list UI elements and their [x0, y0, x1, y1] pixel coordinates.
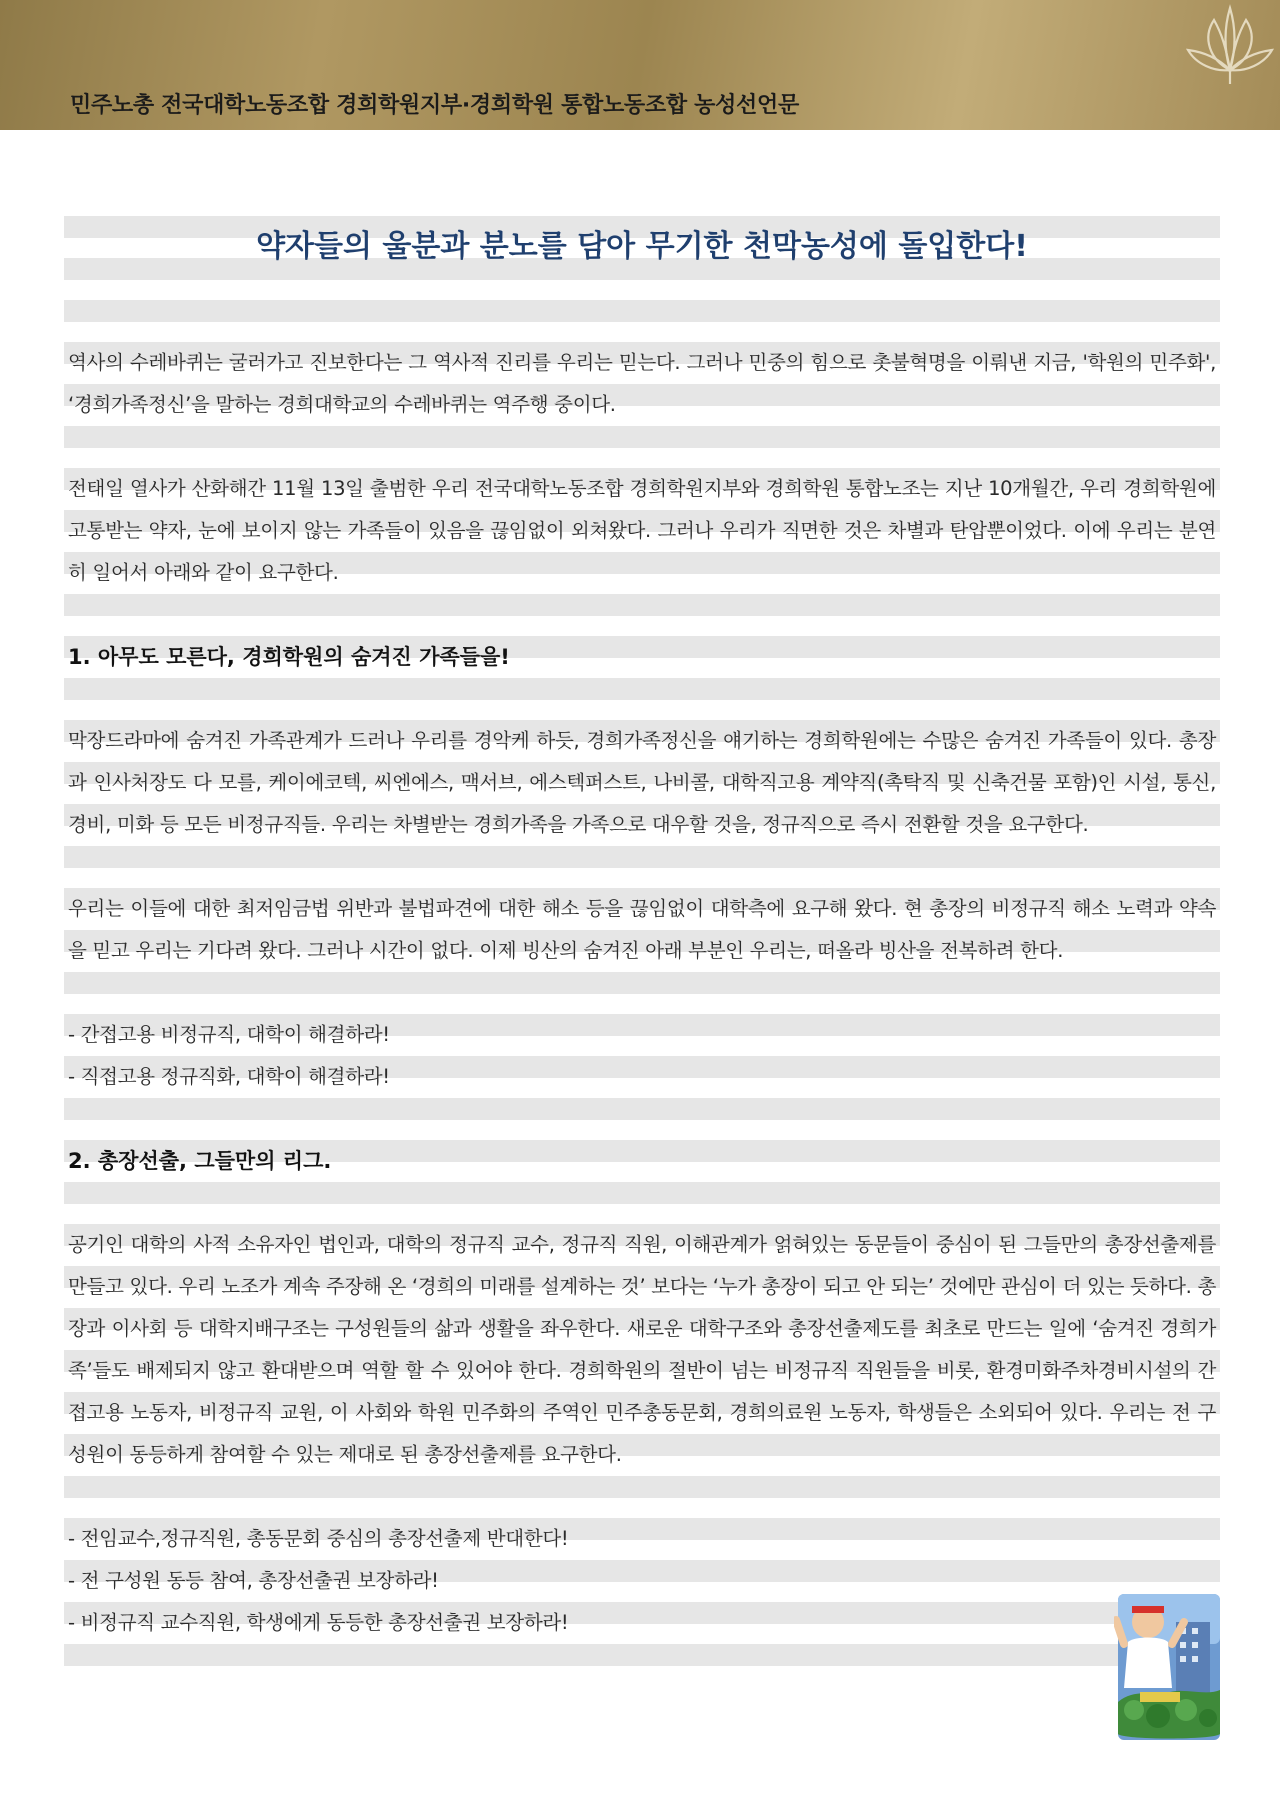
section-2-slogan-1: - 전임교수,정규직원, 총동문회 중심의 총장선출제 반대한다! [68, 1527, 569, 1550]
protest-poster-illustration [1114, 1592, 1224, 1742]
document-body [64, 216, 1220, 1686]
section-1-slogan-2: - 직접고용 정규직화, 대학이 해결하라! [68, 1065, 390, 1088]
section-1-paragraph-2: 우리는 이들에 대한 최저임금법 위반과 불법파견에 대한 해소 등을 끊임없이 대학측에 요구해 왔다. 현 총장의 비정규직 해소 노력과 약속을 믿고 우리는 기다려 왔다. 그러나 시간이 없다. 이제 빙산의 숨겨진 아래 부분인 우리는, 떠올라 빙산을 전복하려 한다. [68, 897, 1216, 962]
document-title: 약자들의 울분과 분노를 담아 무기한 천막농성에 돌입한다! [256, 229, 1028, 264]
section-1-heading: 1. 아무도 모른다, 경희학원의 숨겨진 가족들을! [68, 645, 510, 669]
section-2-slogan-2: - 전 구성원 동등 참여, 총장선출권 보장하라! [68, 1569, 439, 1592]
section-2-heading: 2. 총장선출, 그들만의 리그. [68, 1149, 332, 1173]
section-2-paragraph-1: 공기인 대학의 사적 소유자인 법인과, 대학의 정규직 교수, 정규직 직원, 이해관계가 얽혀있는 동문들이 중심이 된 그들만의 총장선출제를 만들고 있다. 우리 노조가 계속 주장해 온 ‘경희의 미래를 설계하는 것’ 보다는 ‘누가 총장이 되고 안 되는’ 것에만 관심이 더 있는 듯하다. 총장과 이사회 등 대학지배구조는 구성원들의 삶과 생활을 좌우한다. 새로운 대학구조와 총장선출제도를 최초로 만드는 일에 ‘숨겨진 경희가족’들도 배제되지 않고 환대받으며 역할 할 수 있어야 한다. 경희학원의 절반이 넘는 비정규직 직원들을 비롯, 환경미화주차경비시설의 간접고용 노동자, 비정규직 교원, 이 사회와 학원 민주화의 주역인 민주총동문회, 경희의료원 노동자, 학생들은 소외되어 있다. 우리는 전 구성원이 동등하게 참여할 수 있는 제대로 된 총장선출제를 요구한다. [68, 1233, 1216, 1466]
section-1-paragraph-1: 막장드라마에 숨겨진 가족관계가 드러나 우리를 경악케 하듯, 경희가족정신을 얘기하는 경희학원에는 수많은 숨겨진 가족들이 있다. 총장과 인사처장도 다 모를, 케이에코텍, 씨엔에스, 맥서브, 에스텍퍼스트, 나비콜, 대학직고용 계약직(촉탁직 및 신축건물 포함)인 시설, 통신, 경비, 미화 등 모든 비정규직들. 우리는 차별받는 경희가족을 가족으로 대우할 것을, 정규직으로 즉시 전환할 것을 요구한다. [68, 729, 1216, 836]
section-1-slogan-1: - 간접고용 비정규직, 대학이 해결하라! [68, 1023, 390, 1046]
section-2-slogan-3: - 비정규직 교수직원, 학생에게 동등한 총장선출권 보장하라! [68, 1611, 569, 1634]
header-title: 민주노총 전국대학노동조합 경희학원지부·경희학원 통합노동조합 농성선언문 [70, 93, 799, 118]
intro-paragraph-2: 전태일 열사가 산화해간 11월 13일 출범한 우리 전국대학노동조합 경희학원지부와 경희학원 통합노조는 지난 10개월간, 우리 경희학원에 고통받는 약자, 눈에 보이지 않는 가족들이 있음을 끊임없이 외쳐왔다. 그러나 우리가 직면한 것은 차별과 탄압뿐이었다. 이에 우리는 분연히 일어서 아래와 같이 요구한다. [68, 477, 1216, 584]
intro-paragraph-1: 역사의 수레바퀴는 굴러가고 진보한다는 그 역사적 진리를 우리는 믿는다. 그러나 민중의 힘으로 촛불혁명을 이뤄낸 지금, '학원의 민주화', ‘경희가족정신’을 말하는 경희대학교의 수레바퀴는 역주행 중이다. [68, 351, 1216, 416]
header-banner [0, 0, 1280, 130]
magnolia-flower-icon [1180, 0, 1280, 84]
